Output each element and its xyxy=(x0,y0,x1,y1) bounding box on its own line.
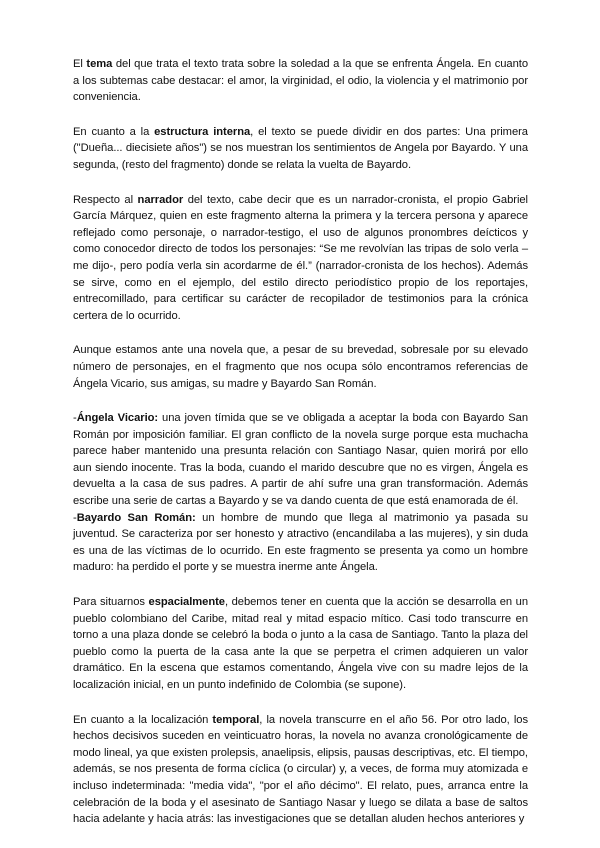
bold-term: temporal xyxy=(212,713,260,726)
paragraph-personajes xyxy=(73,342,528,392)
text-run: En cuanto a la xyxy=(73,125,155,138)
paragraph-bayardo xyxy=(73,510,528,576)
text-run: , el texto se puede dividir en dos partes: Una primera ("Dueña... diecisiete años") se nos muestran los sentimientos de Angela por Bayardo. Y una segunda, (resto del fragmento) donde se relata la vuelta de Bayardo. xyxy=(73,125,528,171)
paragraph-espacio xyxy=(73,594,528,694)
bold-term: estructura interna xyxy=(154,125,251,138)
text-run: del que trata el texto trata sobre la soledad a la que se enfrenta Ángela. En cuanto a los subtemas cabe destacar: el amor, la virginidad, el odio, la violencia y el matrimonio por conveniencia. xyxy=(73,58,528,104)
paragraph-narrador xyxy=(73,192,528,325)
text-run: El xyxy=(73,58,87,70)
text-run: Aunque estamos ante una novela que, a pesar de su brevedad, sobresale por su elevado número de personajes, en el fragmento que nos ocupa sólo encontramos referencias de Ángela Vicario, sus amigas, su madre y Bayardo San Román. xyxy=(73,344,528,390)
text-run: , debemos tener en cuenta que la acción se desarrolla en un pueblo colombiano del Caribe, mitad real y mitad espacio mítico. Casi todo transcurre en torno a una plaza donde se celebró la boda o junto a la casa de Santiago. Tanto la plaza del pueblo como la puerta de la casa ante la que se perpetra el crimen adquieren un valor dramático. En la escena que estamos comentando, Ángela vive con su madre lejos de la localización inicial, en un punto indefinido de Colombia (se supone). xyxy=(73,596,528,691)
paragraph-tiempo xyxy=(73,712,528,828)
text-run: del texto, cabe decir que es un narrador-cronista, el propio Gabriel García Márquez, quien en este fragmento alterna la primera y la tercera persona y aparece reflejado como personaje, o narrador-testigo, el uso de algunos pronombres deícticos y como conocedor directo de todos los personajes: “Se me revolvían las tripas de solo verla –me dijo-, pero podía verla sin acordarme de él.” (narrador-cronista de los hechos). Además se sirve, como en el ejemplo, del estilo directo periodístico propio de los reportajes, entrecomillado, para certificar su carácter de recopilador de testimonios para la crónica certera de lo ocurrido. xyxy=(73,193,528,322)
text-run: Respecto al xyxy=(73,193,138,206)
text-run: Para situarnos xyxy=(73,596,149,609)
bold-term: Ángela Vicario: xyxy=(76,412,159,425)
text-run: una joven tímida que se ve obligada a aceptar la boda con Bayardo San Román por imposición familiar. El gran conflicto de la novela surge porque esta muchacha parece haber mantenido una presunta relación con Santiago Nasar, quien morirá por ello aun siendo inocente. Tras la boda, cuando el marido descubre que no es virgen, Ángela es devuelta a la casa de sus padres. A partir de ahí sufre una gran transformación. Además escribe una serie de cartas a Bayardo y se va dando cuenta de que está enamorada de él. xyxy=(73,412,528,508)
text-run: - xyxy=(73,412,77,425)
paragraph-tema xyxy=(73,56,528,106)
text-run: - xyxy=(73,511,77,524)
bold-term: tema xyxy=(86,58,113,70)
bold-term: narrador xyxy=(137,193,184,206)
text-run: , la novela transcurre en el año 56. Por otro lado, los hechos decisivos suceden en veinticuatro horas, la novela no avanza cronológicamente de modo lineal, ya que existen prolepsis, anaelipsis, elipsis, pausas descriptivas, etc. El tiempo, además, se nos presenta de forma cíclica (o circular) y, a veces, de forma muy atomizada e incluso indeterminada: "media vida", "por el año décimo". El relato, pues, arranca entre la celebración de la boda y el asesinato de Santiago Nasar y luego se dilata a base de saltos hacia adelante y hacia atrás: las investigaciones que se detallan aluden hechos anteriores y xyxy=(73,713,528,826)
bold-term: espacialmente xyxy=(148,596,225,609)
text-run: un hombre de mundo que llega al matrimonio ya pasada su juventud. Se caracteriza por ser honesto y atractivo (encandilaba a las mujeres), y sin duda es una de las víctimas de lo ocurrido. En este fragmento se presenta ya como un hombre maduro: ha perdido el porte y se muestra inerme ante Ángela. xyxy=(73,511,528,574)
paragraph-angela xyxy=(73,410,528,510)
text-run: En cuanto a la localización xyxy=(73,713,213,726)
paragraph-estructura xyxy=(73,124,528,174)
bold-term: Bayardo San Román: xyxy=(76,511,196,524)
